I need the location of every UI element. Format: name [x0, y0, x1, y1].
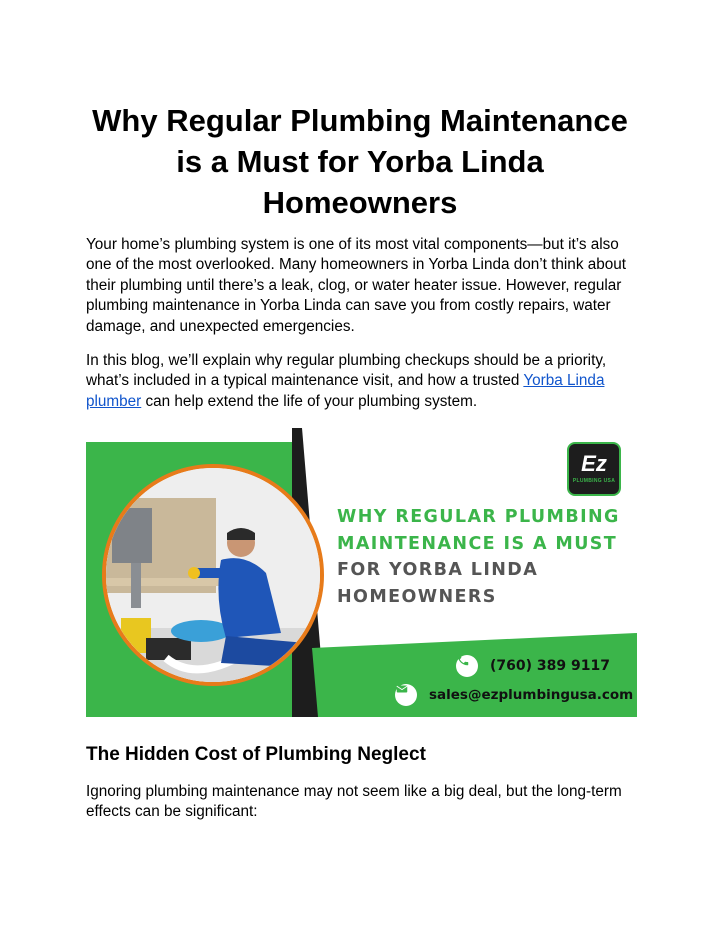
blog-intro-paragraph	[86, 351, 638, 412]
plumber-illustration	[106, 468, 320, 682]
ez-plumbing-logo	[567, 442, 621, 496]
blog-intro-text: In this blog, we’ll explain why regular plumbing checkups should be a priority, what’s included in a typical maintenance visit, and how a trusted	[86, 352, 607, 390]
logo-subtext: PLUMBING USA	[572, 478, 616, 484]
mail-icon	[395, 684, 417, 706]
promo-banner	[86, 428, 637, 717]
email-address: sales@ezplumbingusa.com	[429, 687, 634, 703]
intro-paragraph: Your home’s plumbing system is one of its most vital components—but it’s also one of the most overlooked. Many homeowners in Yorba Linda don’t think about their plumbing until there’s a leak, clog, or water heater issue. However, regular plumbing maintenance in Yorba Linda can save you from costly repairs, water damage, and unexpected emergencies.	[86, 236, 626, 335]
phone-number: (760) 389 9117	[490, 658, 610, 674]
email-contact	[395, 682, 633, 708]
blog-intro-text-end: can help extend the life of your plumbing system.	[141, 392, 478, 410]
headline-line-4: HOMEOWNERS	[337, 586, 497, 607]
headline-line-2: MAINTENANCE IS A MUST	[337, 533, 618, 554]
headline-line-3: FOR YORBA LINDA	[337, 560, 539, 580]
phone-contact	[456, 653, 610, 679]
yorba-linda-plumber-link[interactable]: Yorba Linda plumber	[86, 372, 605, 410]
section-paragraph: Ignoring plumbing maintenance may not seem like a big deal, but the long-term effects can be significant:	[86, 783, 622, 821]
banner-headline	[337, 504, 637, 610]
phone-icon	[456, 655, 478, 677]
section-heading: The Hidden Cost of Plumbing Neglect	[86, 744, 426, 765]
plumber-photo	[102, 464, 324, 686]
page-title: Why Regular Plumbing Maintenance is a Must for Yorba Linda Homeowners	[92, 103, 628, 220]
headline-line-1: WHY REGULAR PLUMBING	[337, 507, 620, 527]
logo-text: Ez	[581, 451, 607, 476]
